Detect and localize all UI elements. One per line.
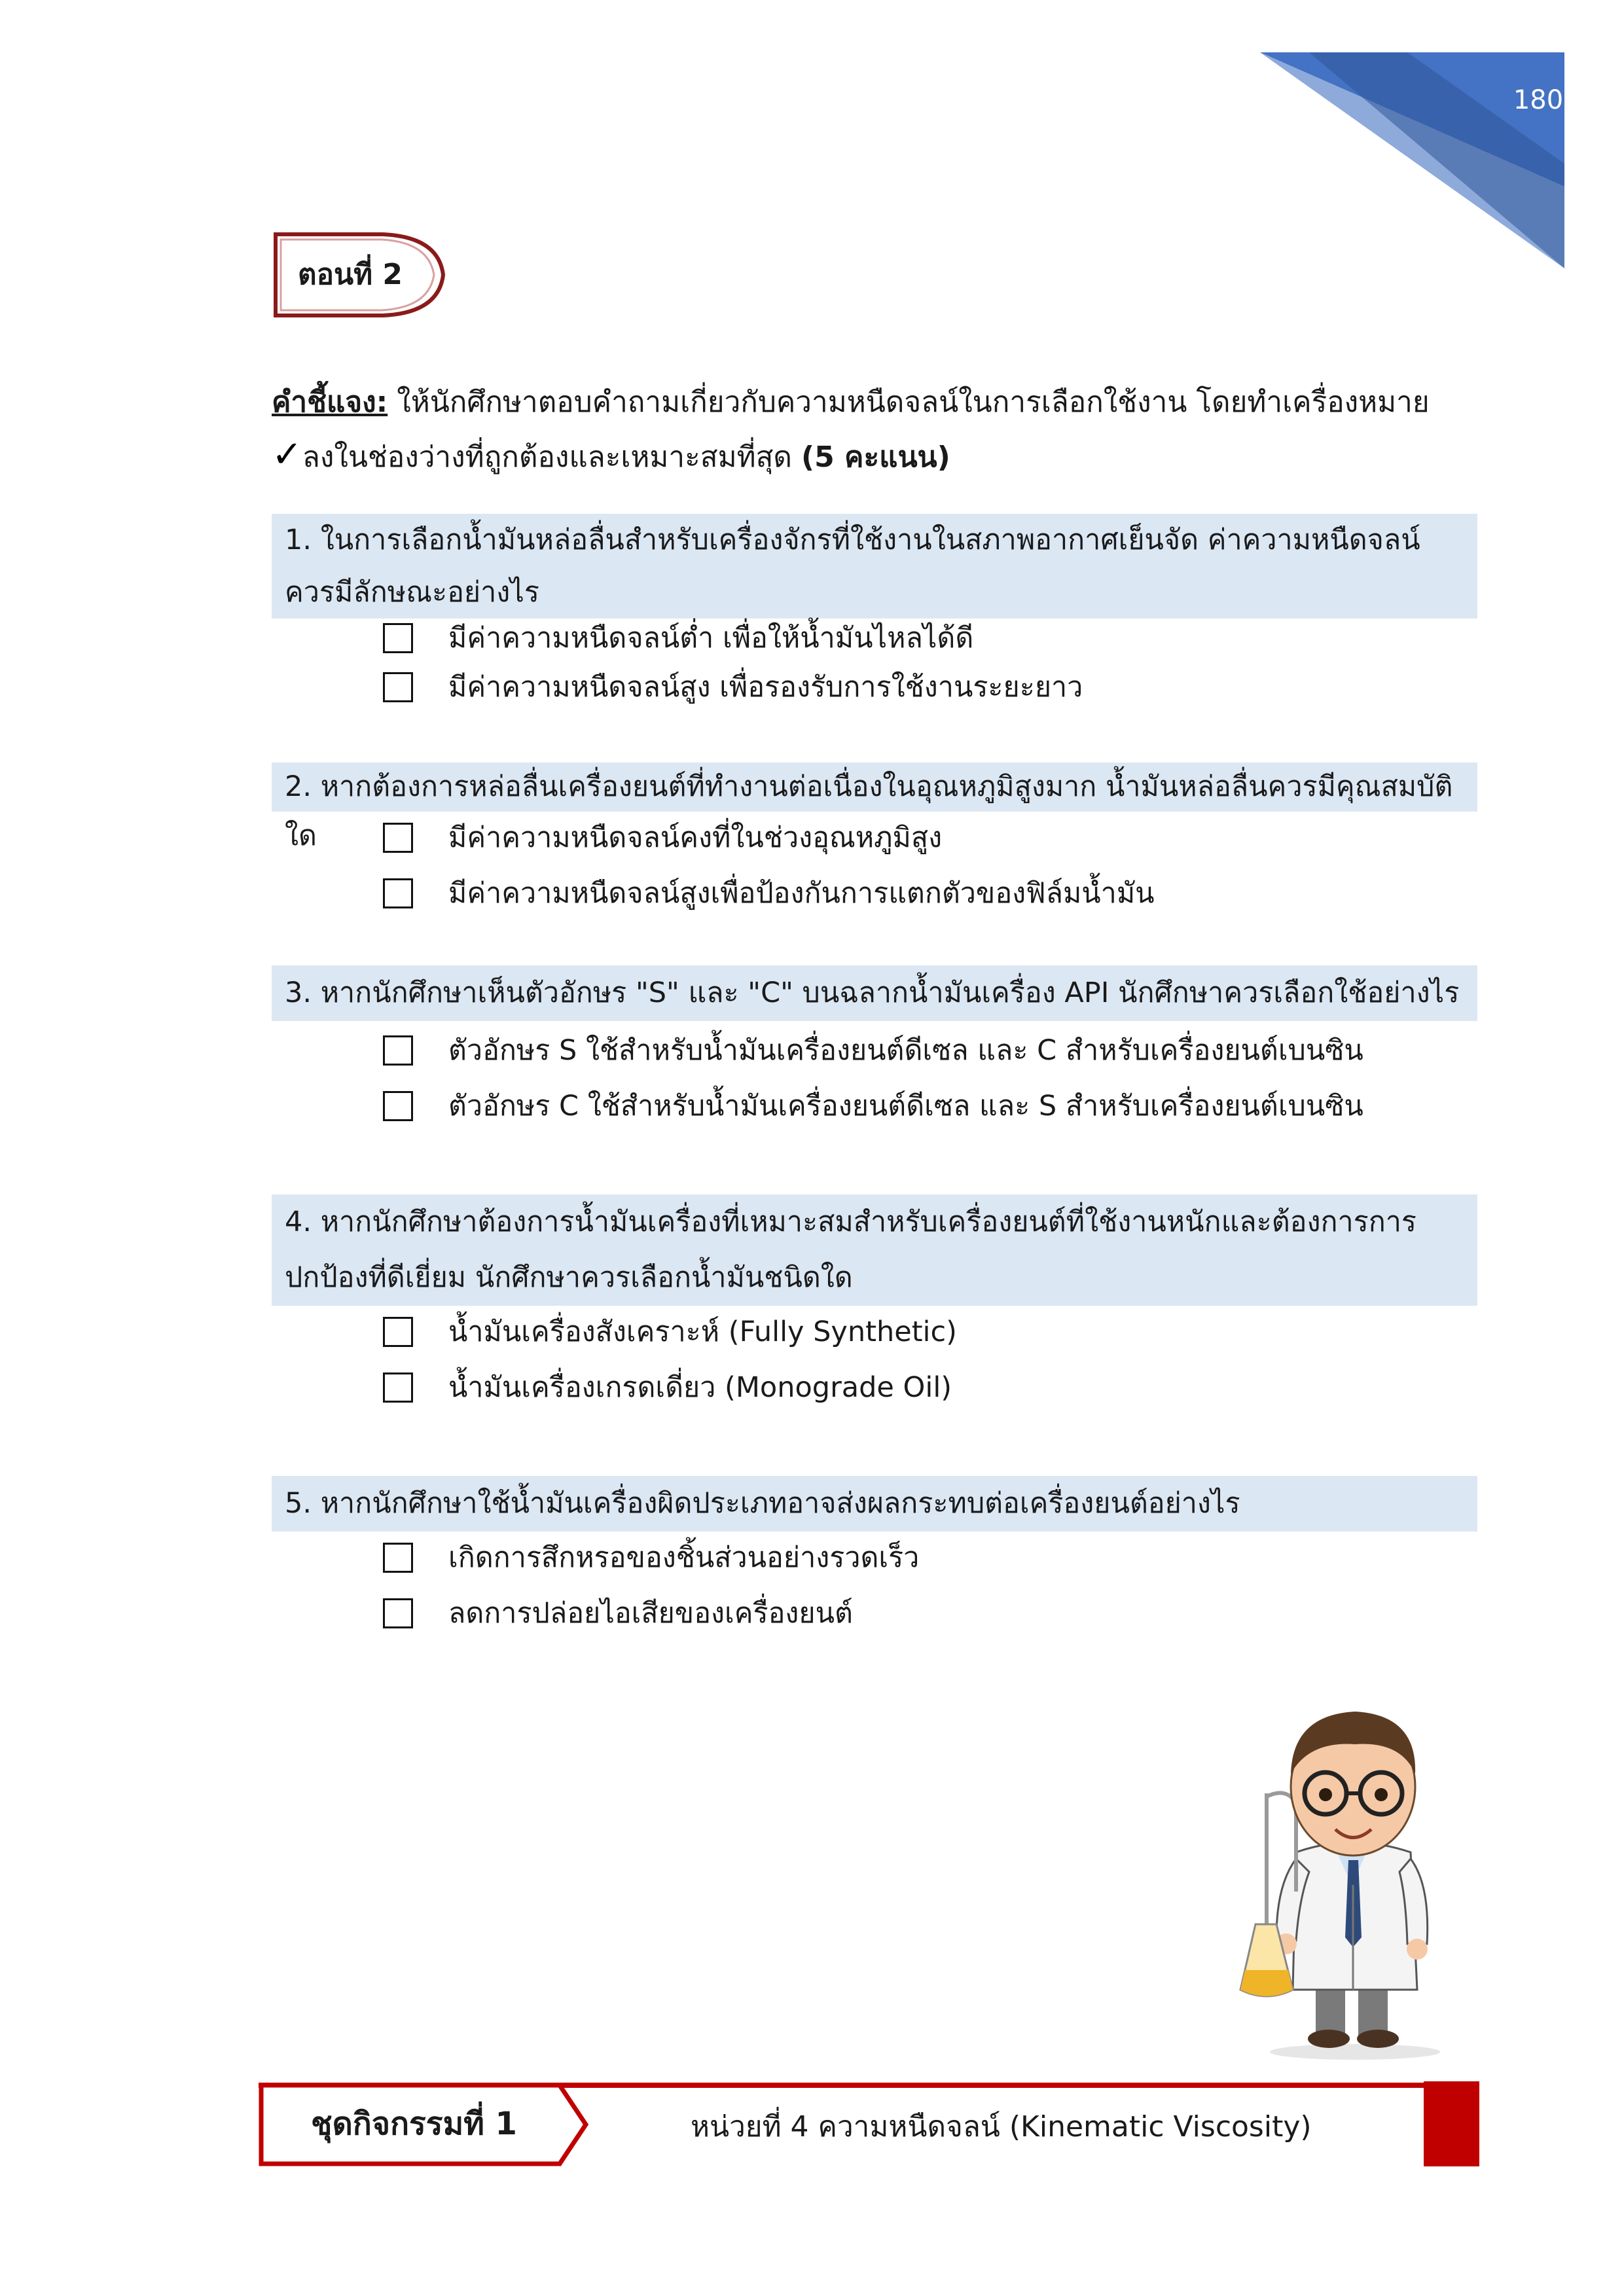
score-note: (5 คะแนน): [801, 440, 950, 474]
option-text: เกิดการสึกหรอของชิ้นส่วนอย่างรวดเร็ว: [448, 1541, 920, 1574]
activity-label: ชุดกิจกรรมที่ 1: [311, 2106, 517, 2142]
option-text: มีค่าความหนืดจลน์ต่ำ เพื่อให้น้ำมันไหลได้ดี: [448, 622, 974, 655]
instructions-text: ให้นักศึกษาตอบคำถามเกี่ยวกับความหนืดจลน์ในการเลือกใช้งาน โดยทำเครื่องหมาย: [388, 386, 1430, 419]
part-label: ตอนที่ 2: [298, 258, 403, 291]
instructions-label: คำชี้แจง:: [272, 386, 388, 419]
checkbox[interactable]: [383, 1543, 413, 1573]
option-text: น้ำมันเครื่องสังเคราะห์ (Fully Synthetic): [448, 1316, 957, 1348]
instructions: [272, 376, 1476, 484]
checkbox[interactable]: [383, 1317, 413, 1347]
checkbox[interactable]: [383, 672, 413, 702]
option-text: ตัวอักษร C ใช้สำหรับน้ำมันเครื่องยนต์ดีเซล และ S สำหรับเครื่องยนต์เบนซิน: [448, 1090, 1363, 1122]
checkbox[interactable]: [383, 1091, 413, 1121]
footer: [259, 2081, 1479, 2166]
option-text: มีค่าความหนืดจลน์คงที่ในช่วงอุณหภูมิสูง: [448, 821, 943, 854]
checkbox[interactable]: [383, 823, 413, 853]
question-1: 1. ในการเลือกน้ำมันหล่อลื่นสำหรับเครื่องจักรที่ใช้งานในสภาพอากาศเย็นจัด ค่าความหนืดจลน์ ควรมีลักษณะอย่างไร: [272, 514, 1477, 619]
option-text: มีค่าความหนืดจลน์สูง เพื่อรองรับการใช้งานระยะยาว: [448, 671, 1083, 704]
corner-decoration: [0, 0, 1624, 295]
question-5: 5. หากนักศึกษาใช้น้ำมันเครื่องผิดประเภทอาจส่งผลกระทบต่อเครื่องยนต์อย่างไร: [272, 1476, 1477, 1532]
checkbox[interactable]: [383, 1035, 413, 1066]
option-text: ตัวอักษร S ใช้สำหรับน้ำมันเครื่องยนต์ดีเซล และ C สำหรับเครื่องยนต์เบนซิน: [448, 1034, 1363, 1067]
question-3: 3. หากนักศึกษาเห็นตัวอักษร "S" และ "C" บนฉลากน้ำมันเครื่อง API นักศึกษาควรเลือกใช้อย่างไร: [272, 965, 1477, 1021]
scientist-illustration: [1231, 1689, 1466, 2062]
question-4: 4. หากนักศึกษาต้องการน้ำมันเครื่องที่เหมาะสมสำหรับเครื่องยนต์ที่ใช้งานหนักและต้องการการปกป้องที่ดีเยี่ยม นักศึกษาควรเลือกน้ำมันชนิดใด: [272, 1194, 1477, 1306]
unit-label: หน่วยที่ 4 ความหนืดจลน์ (Kinematic Viscosity): [691, 2110, 1312, 2144]
page-number: 180: [1513, 85, 1564, 115]
checkmark-icon: ✓: [272, 433, 302, 476]
option-text: น้ำมันเครื่องเกรดเดี่ยว (Monograde Oil): [448, 1371, 952, 1404]
question-2: 2. หากต้องการหล่อลื่นเครื่องยนต์ที่ทำงานต่อเนื่องในอุณหภูมิสูงมาก น้ำมันหล่อลื่นควรมีคุณสมบัติใด: [272, 762, 1477, 812]
instructions-text-2: ลงในช่องว่างที่ถูกต้องและเหมาะสมที่สุด: [302, 440, 801, 474]
checkbox[interactable]: [383, 1372, 413, 1403]
part-tab: [272, 229, 448, 321]
checkbox[interactable]: [383, 878, 413, 908]
checkbox[interactable]: [383, 1598, 413, 1628]
option-text: ลดการปล่อยไอเสียของเครื่องยนต์: [448, 1597, 853, 1630]
checkbox[interactable]: [383, 623, 413, 653]
option-text: มีค่าความหนืดจลน์สูงเพื่อป้องกันการแตกตัวของฟิล์มน้ำมัน: [448, 877, 1155, 910]
